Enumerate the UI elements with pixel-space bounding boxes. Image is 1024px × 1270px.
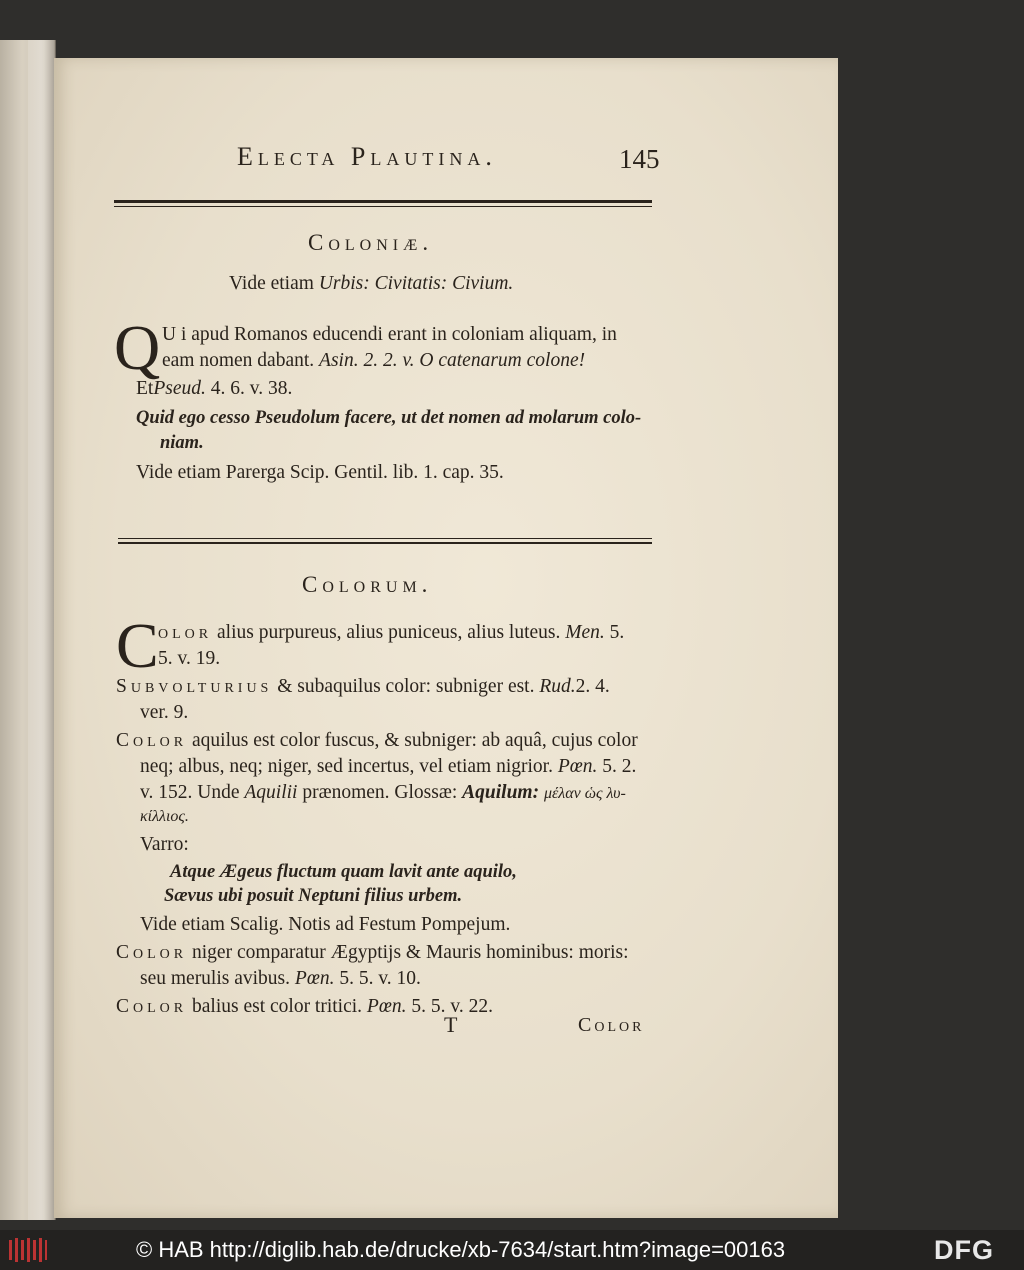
entry-line: U i apud Romanos educendi erant in coloniam aliquam, in — [162, 324, 617, 345]
entry-line — [116, 942, 629, 964]
entry-line — [136, 378, 292, 400]
book-page — [54, 58, 838, 1218]
entry-text: prænomen. Glossæ: — [302, 782, 458, 803]
head-rule-bottom — [114, 206, 652, 207]
entry-headword: Subvolturius — [116, 676, 273, 697]
entry-line — [116, 676, 610, 698]
see-also-prefix: Vide etiam — [229, 273, 314, 294]
entry-line — [140, 782, 626, 804]
see-also-line: Vide etiam Scalig. Notis ad Festum Pompejum. — [140, 914, 511, 935]
section-heading-colorum: Colorum. — [302, 572, 433, 597]
entry-text: 2. 4. — [575, 676, 610, 697]
entry-citation: Men. — [565, 622, 605, 643]
entry-citation: Rud. — [539, 676, 576, 697]
running-head: Electa Plautina. — [237, 142, 497, 171]
section-rule — [118, 542, 652, 544]
see-also-refs: Urbis: Civitatis: Civium. — [318, 273, 514, 294]
entry-line — [162, 350, 585, 372]
page-number: 145 — [619, 144, 660, 174]
entry-text: v. 152. Unde — [140, 782, 240, 803]
entry-citation: Pœn. — [557, 756, 598, 777]
hab-logo-icon — [8, 1237, 48, 1263]
quote-line: Quid ego cesso Pseudolum facere, ut det nomen ad molarum colo- — [136, 408, 642, 428]
catchword: Color — [578, 1014, 645, 1036]
entry-text: eam nomen dabant. — [162, 350, 315, 371]
entry-text: 5. 2. — [602, 756, 637, 777]
entry-text: Et — [136, 378, 154, 399]
drop-initial-q: Q — [114, 312, 161, 383]
verse-line: Atque Ægeus fluctum quam lavit ante aquilo, — [170, 862, 517, 882]
entry-line — [140, 756, 636, 778]
quote-line: niam. — [160, 433, 204, 453]
section-rule — [118, 538, 652, 539]
entry-headword: Color — [116, 730, 188, 751]
entry-line — [116, 996, 493, 1018]
entry-headword: Color — [116, 942, 188, 963]
entry-headword: olor — [158, 622, 213, 643]
entry-text: 5. 5. v. 10. — [339, 968, 421, 989]
entry-line — [140, 968, 421, 990]
entry-text: & subaquilus color: subniger est. — [277, 676, 535, 697]
greek-text: μέλαν ὡς λυ- — [543, 785, 626, 802]
entry-citation: Aquilum: — [462, 782, 540, 803]
section-heading-coloniae: Coloniæ. — [308, 230, 434, 255]
drop-initial-c: C — [116, 610, 159, 681]
entry-headword: Color — [116, 996, 188, 1017]
entry-line: 5. v. 19. — [158, 648, 221, 669]
entry-line: ver. 9. — [140, 702, 189, 723]
entry-citation: Aquilii — [244, 782, 298, 803]
see-also-line: Vide etiam Parerga Scip. Gentil. lib. 1. cap. 35. — [136, 462, 504, 483]
varro-label: Varro: — [140, 834, 189, 855]
entry-text: aquilus est color fuscus, & subniger: ab aquâ, cujus color — [192, 730, 638, 751]
entry-text: alius purpureus, alius puniceus, alius luteus. — [217, 622, 561, 643]
entry-text: seu merulis avibus. — [140, 968, 291, 989]
entry-citation: Pœn. — [366, 996, 407, 1017]
entry-text: 5. 5. v. 22. — [411, 996, 493, 1017]
entry-line — [158, 622, 624, 644]
entry-citation: Asin. 2. 2. v. O catenarum colone! — [319, 350, 586, 371]
entry-text: neq; albus, neq; niger, sed incertus, vel etiam nigrior. — [140, 756, 553, 777]
verse-line: Sævus ubi posuit Neptuni filius urbem. — [164, 886, 463, 906]
footer-bar — [0, 1230, 1024, 1270]
entry-citation: Pseud. — [153, 378, 206, 399]
signature-mark: T — [444, 1012, 458, 1037]
see-also-line — [229, 273, 513, 295]
glass-clip — [28, 40, 54, 1220]
entry-citation: Pœn. — [294, 968, 335, 989]
entry-text: 4. 6. v. 38. — [210, 378, 293, 399]
entry-text: balius est color tritici. — [192, 996, 363, 1017]
entry-line — [116, 730, 638, 752]
greek-text: κίλλιος. — [140, 808, 189, 825]
head-rule-top — [114, 200, 652, 203]
footer-link[interactable]: © HAB http://diglib.hab.de/drucke/xb-7634/start.htm?image=00163 — [136, 1237, 786, 1262]
entry-text: 5. — [609, 622, 625, 643]
entry-text: niger comparatur Ægyptijs & Mauris hominibus: moris: — [192, 942, 629, 963]
dfg-logo: DFG — [934, 1235, 994, 1265]
